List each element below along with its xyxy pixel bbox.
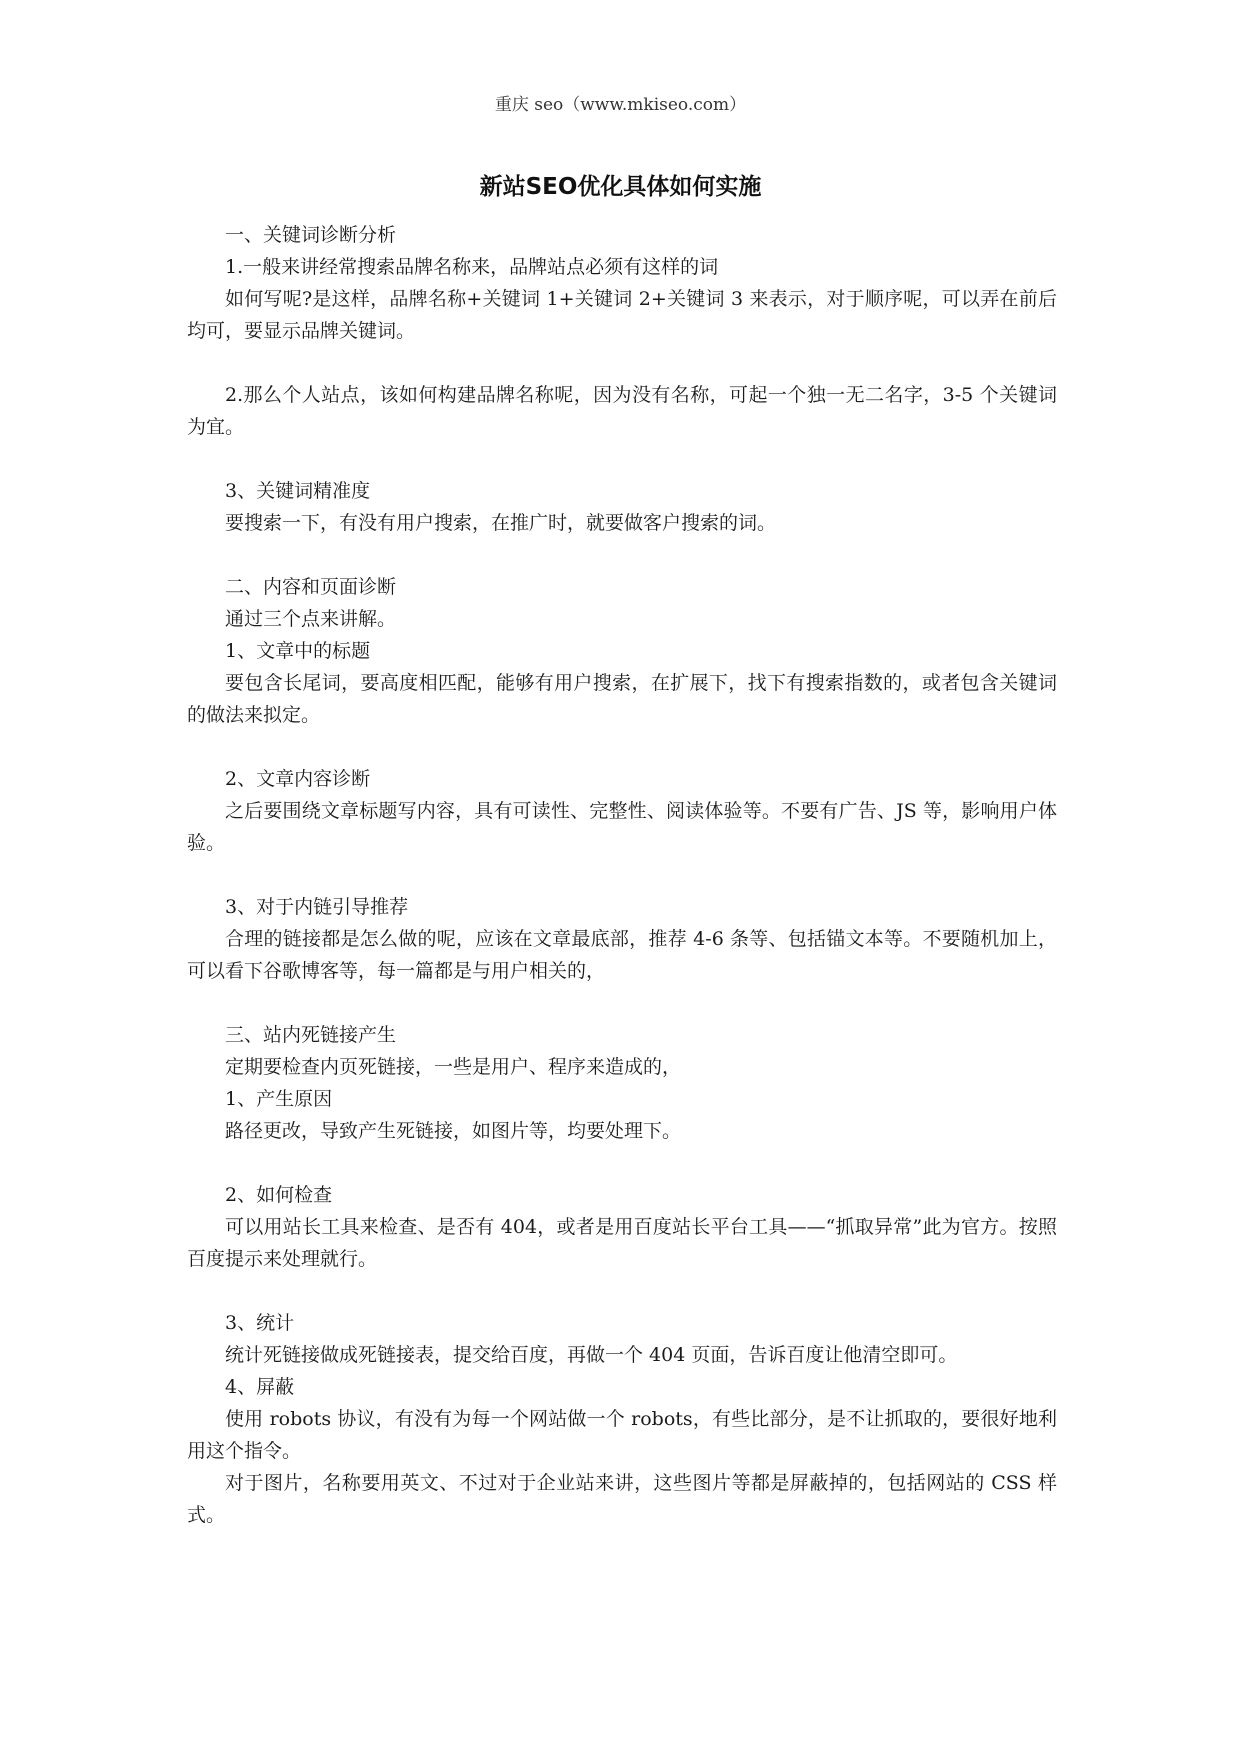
spacer bbox=[187, 347, 1057, 379]
paragraph: 定期要检查内页死链接，一些是用户、程序来造成的， bbox=[225, 1056, 682, 1078]
section-heading-3: 三、站内死链接产生 bbox=[225, 1024, 397, 1046]
section-heading-1: 一、关键词诊断分析 bbox=[225, 224, 397, 246]
paragraph: 要搜索一下，有没有用户搜索，在推广时，就要做客户搜索的词。 bbox=[225, 512, 777, 534]
paragraph: 通过三个点来讲解。 bbox=[225, 608, 397, 630]
spacer bbox=[187, 1275, 1057, 1307]
spacer bbox=[187, 539, 1057, 571]
subheading: 3、统计 bbox=[225, 1312, 295, 1334]
paragraph: 对于图片，名称要用英文、不过对于企业站来讲，这些图片等都是屏蔽掉的，包括网站的 CSS 样式。 bbox=[187, 1472, 1057, 1526]
spacer bbox=[187, 987, 1057, 1019]
paragraph: 可以用站长工具来检查、是否有 404，或者是用百度站长平台工具——“抓取异常”此为官方。按照百度提示来处理就行。 bbox=[187, 1216, 1057, 1270]
document-body bbox=[187, 219, 1057, 1531]
subheading: 3、关键词精准度 bbox=[225, 480, 371, 502]
document-title: 新站SEO优化具体如何实施 bbox=[479, 174, 762, 200]
spacer bbox=[187, 731, 1057, 763]
subheading: 1、文章中的标题 bbox=[225, 640, 371, 662]
paragraph: 路径更改，导致产生死链接，如图片等，均要处理下。 bbox=[225, 1120, 682, 1142]
paragraph: 1.一般来讲经常搜索品牌名称来，品牌站点必须有这样的词 bbox=[225, 256, 719, 278]
paragraph: 要包含长尾词，要高度相匹配，能够有用户搜索，在扩展下，找下有搜索指数的，或者包含关键词的做法来拟定。 bbox=[187, 672, 1057, 726]
paragraph: 合理的链接都是怎么做的呢，应该在文章最底部，推荐 4-6 条等、包括锚文本等。不要随机加上，可以看下谷歌博客等，每一篇都是与用户相关的， bbox=[187, 928, 1057, 982]
spacer bbox=[187, 1147, 1057, 1179]
subheading: 3、对于内链引导推荐 bbox=[225, 896, 409, 918]
paragraph: 2.那么个人站点，该如何构建品牌名称呢，因为没有名称，可起一个独一无二名字，3-5 个关键词为宜。 bbox=[187, 384, 1057, 438]
paragraph: 如何写呢?是这样，品牌名称+关键词 1+关键词 2+关键词 3 来表示，对于顺序呢，可以弄在前后均可，要显示品牌关键词。 bbox=[187, 288, 1057, 342]
subheading: 1、产生原因 bbox=[225, 1088, 333, 1110]
paragraph: 使用 robots 协议，有没有为每一个网站做一个 robots，有些比部分，是不让抓取的，要很好地利用这个指令。 bbox=[187, 1408, 1057, 1462]
subheading: 2、如何检查 bbox=[225, 1184, 333, 1206]
paragraph: 之后要围绕文章标题写内容，具有可读性、完整性、阅读体验等。不要有广告、JS 等，影响用户体验。 bbox=[187, 800, 1057, 854]
spacer bbox=[187, 859, 1057, 891]
spacer bbox=[187, 443, 1057, 475]
subheading: 4、屏蔽 bbox=[225, 1376, 295, 1398]
subheading: 2、文章内容诊断 bbox=[225, 768, 371, 790]
paragraph: 统计死链接做成死链接表，提交给百度，再做一个 404 页面，告诉百度让他清空即可。 bbox=[225, 1344, 958, 1366]
page-header: 重庆 seo（www.mkiseo.com） bbox=[494, 95, 747, 115]
section-heading-2: 二、内容和页面诊断 bbox=[225, 576, 397, 598]
